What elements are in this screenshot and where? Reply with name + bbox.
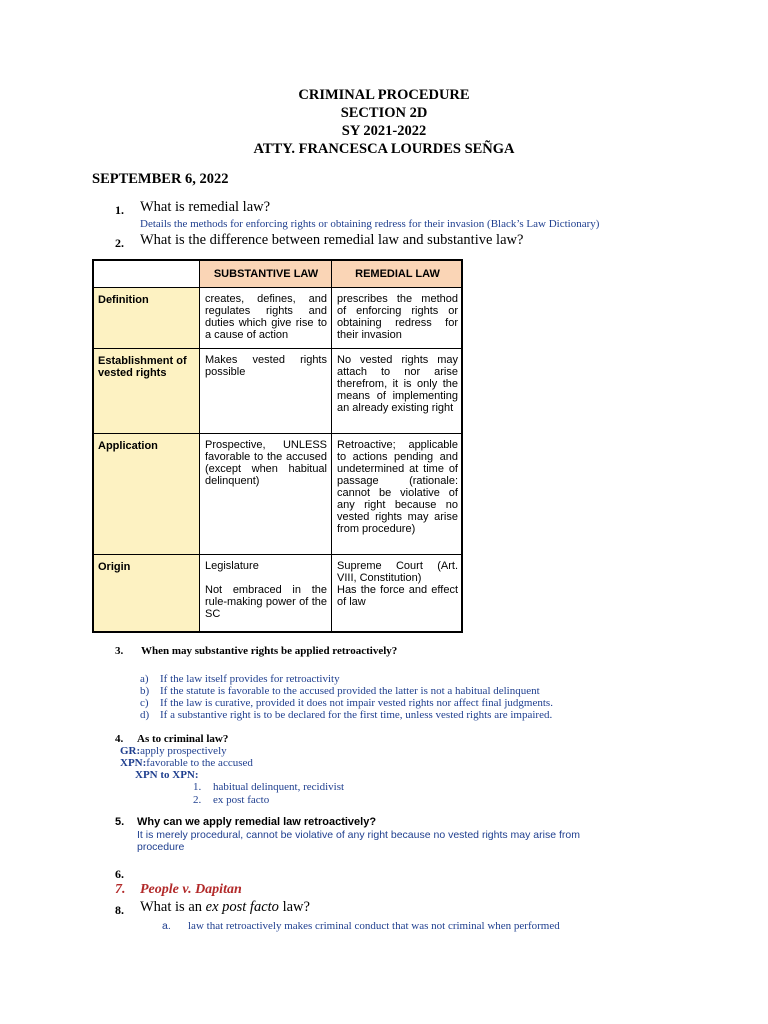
list-item: c) If the law is curative, provided it does not impair vested rights nor affect final judgments. xyxy=(140,697,553,709)
doc-instructor: ATTY. FRANCESCA LOURDES SEÑGA xyxy=(253,141,515,157)
q6-number: 6. xyxy=(115,867,124,881)
q5-number: 5. xyxy=(115,816,125,828)
list-item: b) If the statute is favorable to the accused provided the latter is not a habitual delinquent xyxy=(140,685,540,697)
q2-text: What is the difference between remedial law and substantive law? xyxy=(140,232,524,248)
q1-number: 1. xyxy=(115,203,124,217)
q8-answer-letter: a. xyxy=(162,920,171,932)
doc-school-year: SY 2021-2022 xyxy=(341,123,427,139)
q8-number: 8. xyxy=(115,903,124,917)
q5-answer-line2: procedure xyxy=(137,841,185,853)
table-rule xyxy=(92,433,463,434)
table-border-left xyxy=(92,259,94,633)
header-substantive-law: SUBSTANTIVE LAW xyxy=(200,259,332,288)
table-border-right xyxy=(461,259,463,633)
application-substantive: Prospective, UNLESS favorable to the accused (except when habitual delinquent) xyxy=(205,439,327,487)
exception: XPN:favorable to the accused xyxy=(120,757,253,769)
table-rule xyxy=(92,554,463,555)
definition-substantive: creates, defines, and regulates rights and duties which give rise to a cause of action xyxy=(205,293,327,341)
comparison-table xyxy=(92,259,463,633)
list-item: a) If the law itself provides for retroactivity xyxy=(140,673,340,685)
table-rule xyxy=(199,259,200,633)
doc-title: CRIMINAL PROCEDURE xyxy=(298,87,470,103)
table-rule xyxy=(92,287,463,288)
q3-number: 3. xyxy=(115,645,124,657)
general-rule: GR:apply prospectively xyxy=(120,745,227,757)
q5-answer-line1: It is merely procedural, cannot be violative of any right because no vested rights may arise from xyxy=(137,829,580,841)
list-item: 1. habitual delinquent, recidivist xyxy=(193,781,345,793)
table-rule xyxy=(92,348,463,349)
q3-text: When may substantive rights be applied retroactively? xyxy=(141,645,398,657)
q4-text: As to criminal law? xyxy=(137,733,229,745)
table-rule xyxy=(331,259,332,633)
row-label-origin: Origin xyxy=(92,555,200,633)
vested-rights-substantive: Makes vested rights possible xyxy=(205,354,327,378)
q8-text: What is an ex post facto law? xyxy=(140,899,310,915)
q5-text: Why can we apply remedial law retroactively? xyxy=(137,816,377,828)
table-border-bottom xyxy=(92,631,463,633)
origin-remedial: Supreme Court (Art. VIII, Constitution) Has the force and effect of law xyxy=(337,560,458,608)
header-remedial-law: REMEDIAL LAW xyxy=(332,259,463,288)
q4-number: 4. xyxy=(115,733,124,745)
list-item: d) If a substantive right is to be declared for the first time, unless vested rights are impaired. xyxy=(140,709,553,721)
q7-case-title: People v. Dapitan xyxy=(140,882,242,897)
origin-substantive: Legislature Not embraced in the rule-making power of the SC xyxy=(205,560,327,620)
list-item: 2. ex post facto xyxy=(193,794,270,806)
row-label-application: Application xyxy=(92,434,200,555)
q8-answer: law that retroactively makes criminal conduct that was not criminal when performed xyxy=(188,920,560,932)
doc-section: SECTION 2D xyxy=(340,105,428,121)
table-border-top xyxy=(92,259,463,261)
vested-rights-remedial: No vested rights may attach to nor arise therefrom, it is only the means of implementing an already existing right xyxy=(337,354,458,414)
q2-number: 2. xyxy=(115,236,124,250)
application-remedial: Retroactive; applicable to actions pending and undetermined at time of passage (rationale: cannot be violative of any right because no vested rights may arise from procedure) xyxy=(337,439,458,535)
q1-answer: Details the methods for enforcing rights or obtaining redress for their invasion (Black’s Law Dictionary) xyxy=(140,218,600,230)
row-label-vested-rights: Establishment of vested rights xyxy=(92,349,200,434)
exception-to-exception-heading: XPN to XPN: xyxy=(135,769,199,781)
row-label-definition: Definition xyxy=(92,288,200,349)
date-heading: SEPTEMBER 6, 2022 xyxy=(92,171,229,187)
q7-number: 7. xyxy=(115,882,126,897)
definition-remedial: prescribes the method of enforcing rights or obtaining redress for their invasion xyxy=(337,293,458,341)
q1-text: What is remedial law? xyxy=(140,199,271,215)
